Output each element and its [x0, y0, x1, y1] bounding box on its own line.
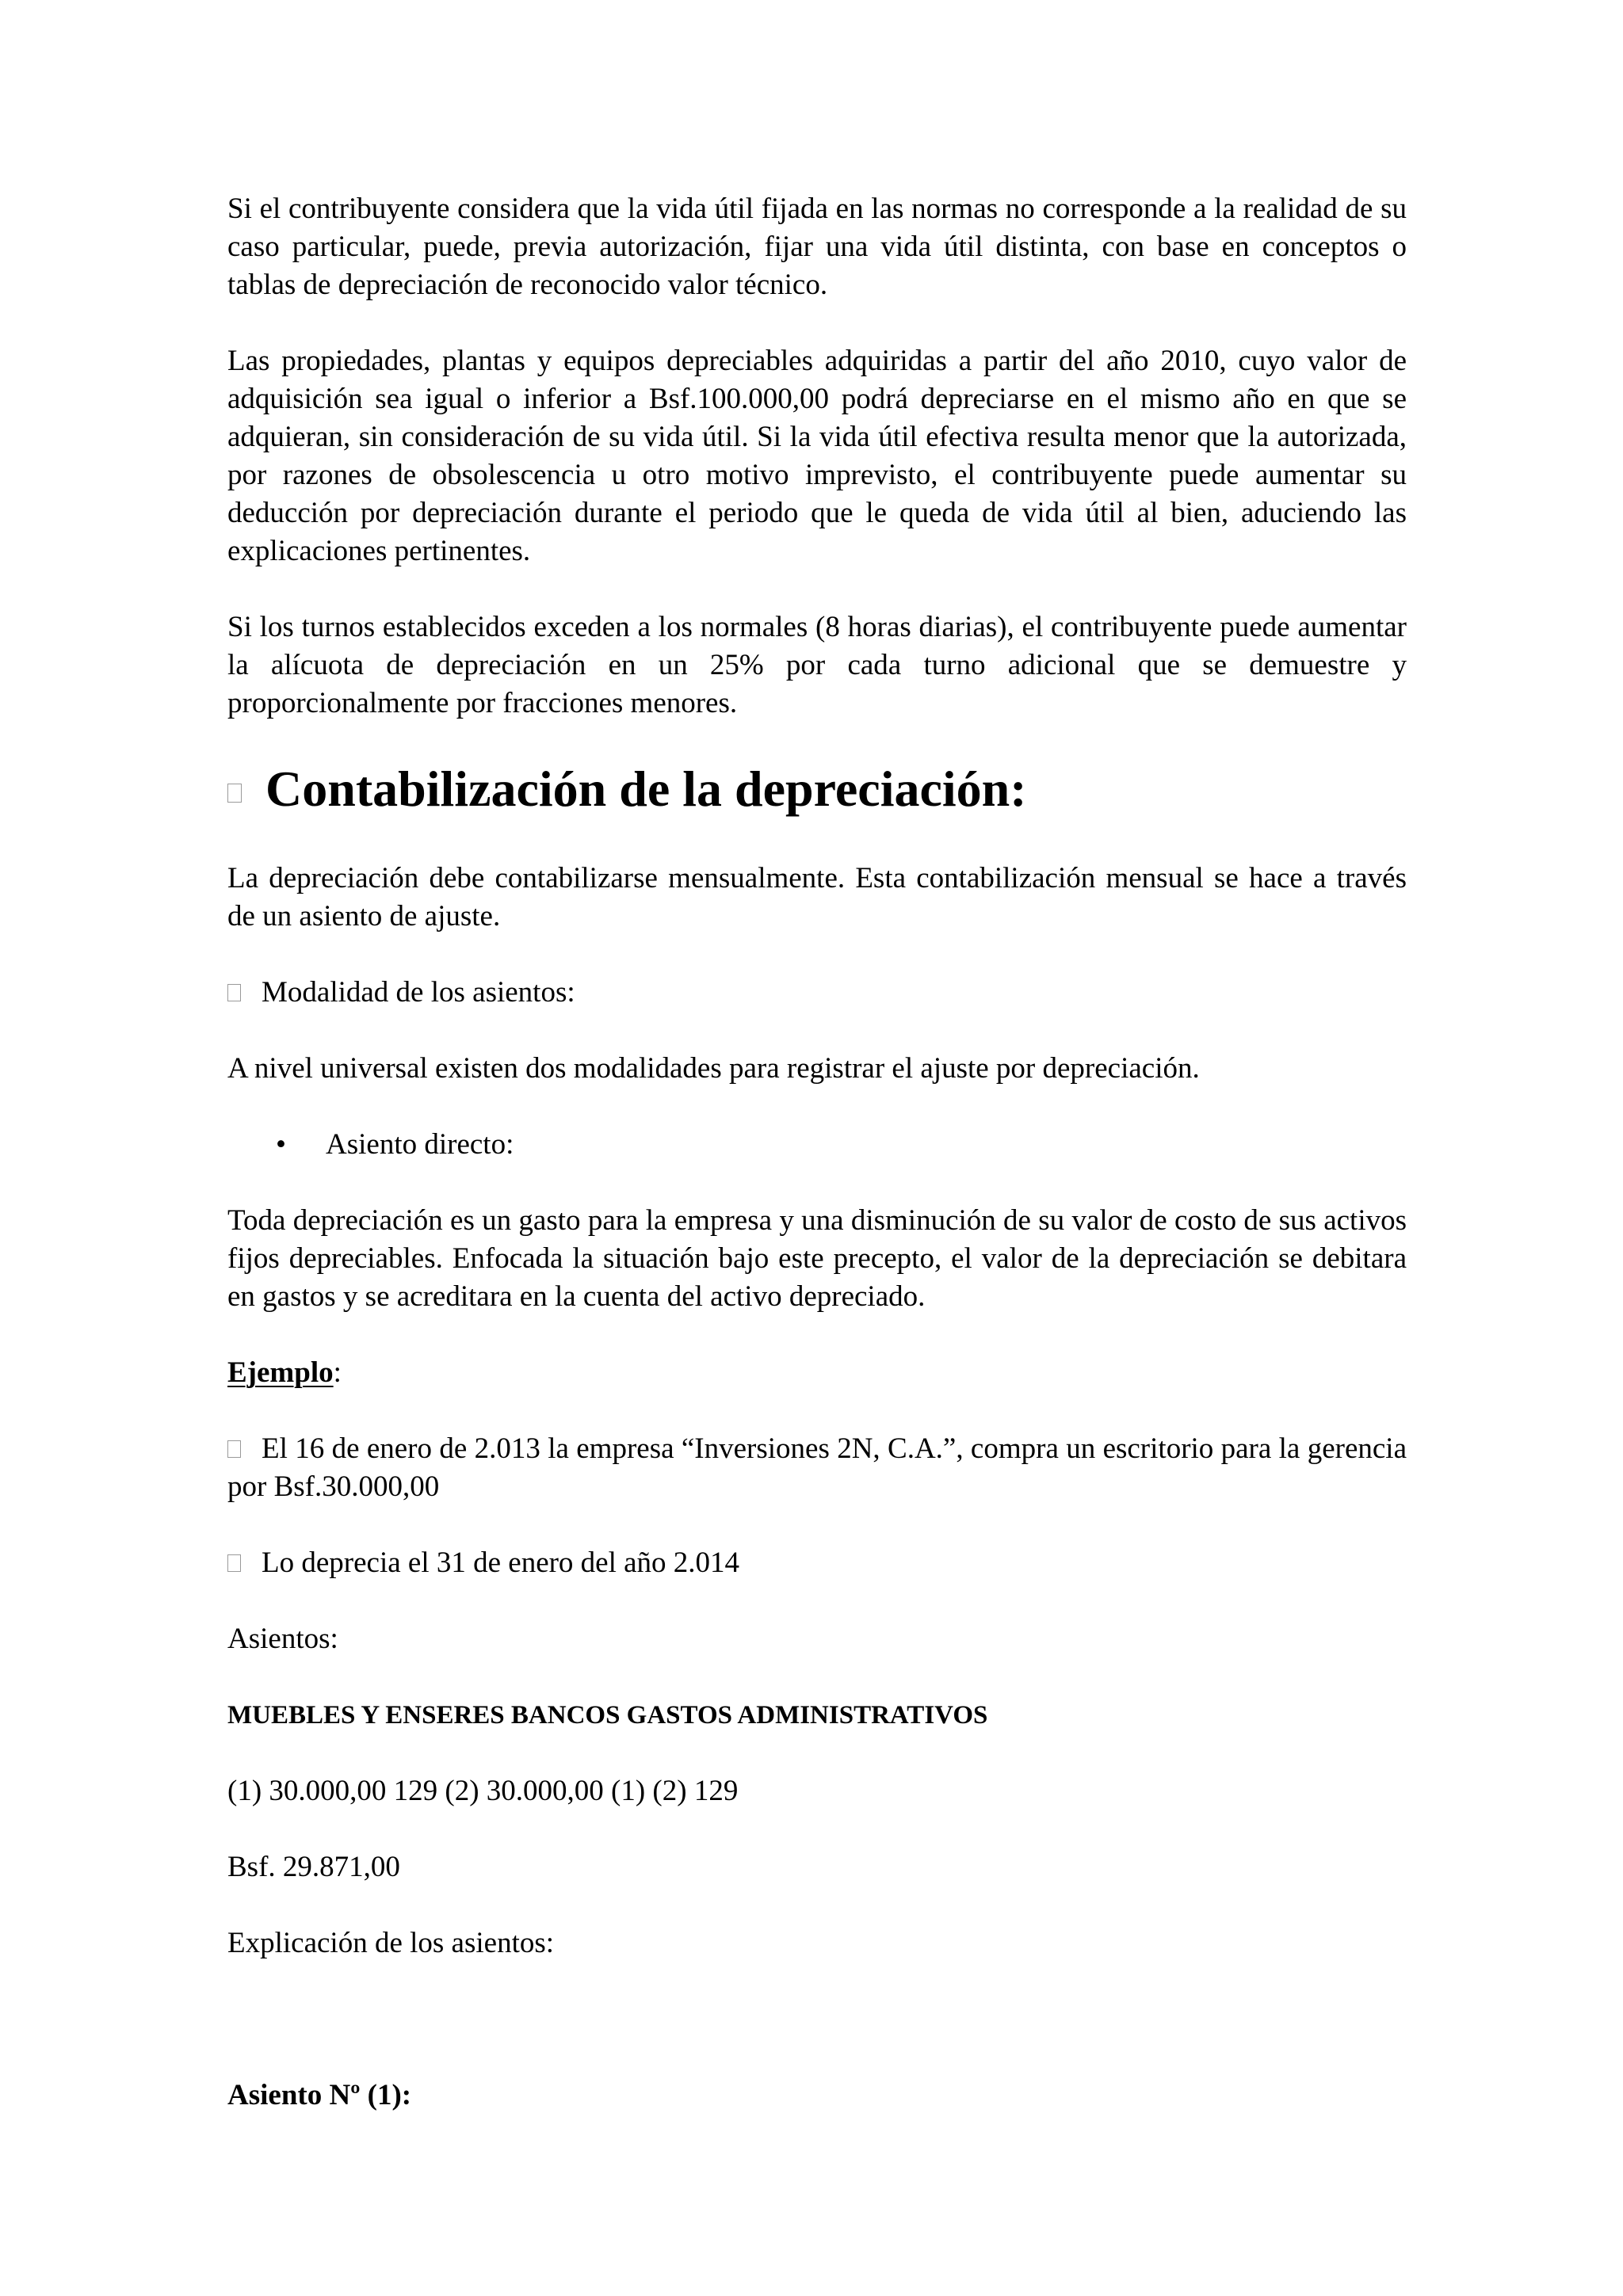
total-amount: Bsf. 29.871,00: [227, 1851, 400, 1883]
paragraph-propiedades: Las propiedades, plantas y equipos depreciables adquiridas a partir del año 2010, cuyo valor de adquisición sea igual o inferior a Bsf.100.000,00 podrá depreciarse en el mismo año en que se adquieran, sin consideración de su vida útil. Si la vida útil efectiva resulta menor que la autorizada, por razones de obsolescencia u otro motivo imprevisto, el contribuyente puede aumentar su deducción por depreciación durante el periodo que le queda de vida útil al bien, aduciendo las explicaciones pertinentes.: [227, 345, 1407, 567]
paragraph-depreciacion-gasto: Toda depreciación es un gasto para la empresa y una disminución de su valor de costo de sus activos fijos depreciables. Enfocada la situación bajo este precepto, el valor de la depreciación se debitara en gastos y se acreditara en la cuenta del activo depreciado.: [227, 1204, 1407, 1313]
paragraph-vida-util: Si el contribuyente considera que la vida útil fijada en las normas no corresponde a la realidad de su caso particular, puede, previa autorización, fijar una vida útil distinta, con base en conceptos o tablas de depreciación de reconocido valor técnico.: [227, 193, 1407, 301]
accounts-header: MUEBLES Y ENSERES BANCOS GASTOS ADMINISTRATIVOS: [227, 1701, 988, 1730]
ejemplo-item-2-text: Lo deprecia el 31 de enero del año 2.014: [262, 1547, 740, 1579]
asiento-1-heading: Asiento Nº (1):: [227, 2079, 412, 2111]
ejemplo-item-1-text: El 16 de enero de 2.013 la empresa “Inversiones 2N, C.A.”, compra un escritorio para la gerencia por Bsf.30.000,00: [227, 1432, 1407, 1503]
missing-glyph-box-icon: [227, 1554, 241, 1572]
bullet-text: Asiento directo:: [326, 1128, 514, 1161]
modalidad-line: [227, 974, 575, 1012]
asientos-label: Asientos:: [227, 1623, 338, 1655]
paragraph-contabilizacion: La depreciación debe contabilizarse mensualmente. Esta contabilización mensual se hace a través de un asiento de ajuste.: [227, 862, 1407, 933]
ejemplo-line: [227, 1354, 342, 1392]
paragraph-nivel-universal: A nivel universal existen dos modalidades para registrar el ajuste por depreciación.: [227, 1052, 1200, 1085]
bullet-icon: •: [276, 1128, 286, 1161]
paragraph-turnos: Si los turnos establecidos exceden a los normales (8 horas diarias), el contribuyente puede aumentar la alícuota de depreciación en un 25% por cada turno adicional que se demuestre y proporcionalmente por fracciones menores.: [227, 611, 1407, 719]
ejemplo-item-1: [227, 1430, 1407, 1506]
bullet-asiento-directo: [227, 1126, 514, 1164]
section-heading-text: Contabilización de la depreciación:: [265, 761, 1027, 817]
section-heading: [227, 757, 1027, 821]
ejemplo-item-2: [227, 1544, 739, 1582]
ejemplo-colon: :: [333, 1356, 342, 1389]
amounts-line: (1) 30.000,00 129 (2) 30.000,00 (1) (2) 129: [227, 1775, 739, 1807]
missing-glyph-box-icon: [227, 984, 241, 1001]
explicacion-label: Explicación de los asientos:: [227, 1927, 555, 1959]
missing-glyph-box-icon: [227, 1440, 241, 1458]
modalidad-text: Modalidad de los asientos:: [262, 976, 575, 1009]
missing-glyph-box-icon: [227, 784, 242, 803]
ejemplo-label: Ejemplo: [227, 1356, 334, 1389]
